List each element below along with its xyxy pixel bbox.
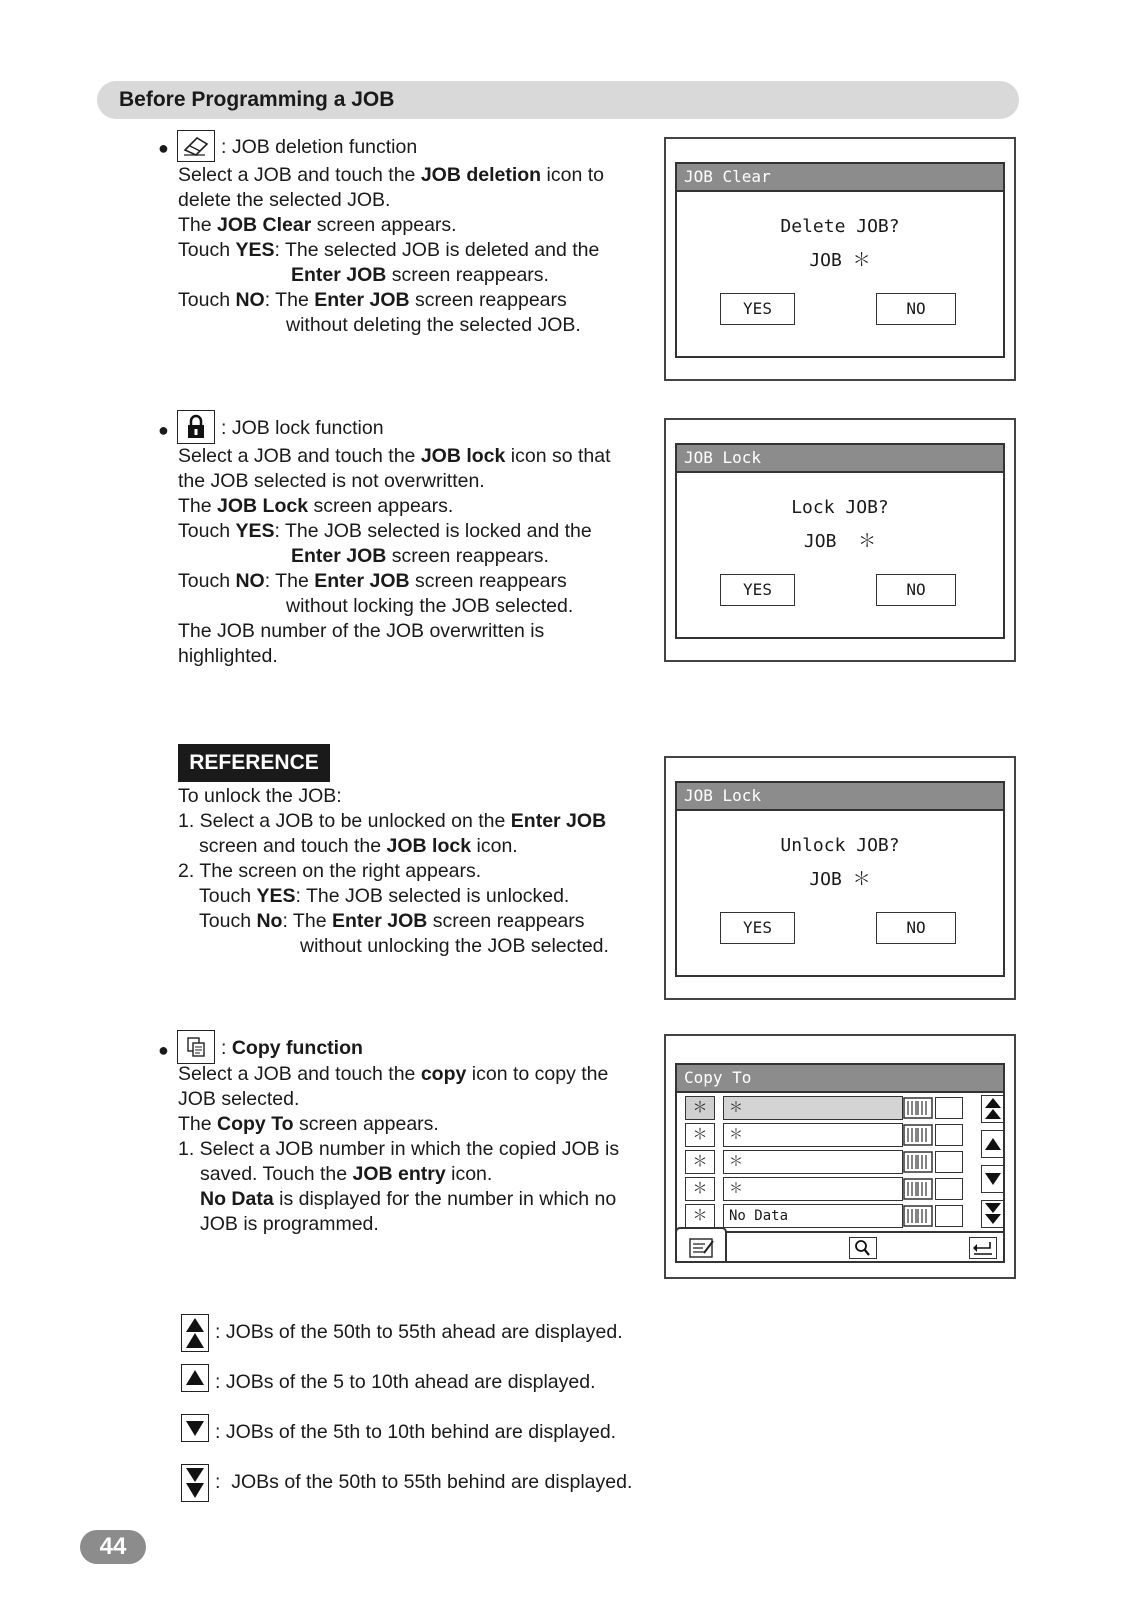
- text-line: delete the selected JOB.: [178, 189, 391, 211]
- text-line: JOB is programmed.: [200, 1213, 379, 1235]
- job-entry-icon: [689, 1238, 715, 1258]
- job-entry-button[interactable]: [675, 1227, 727, 1263]
- text-line: Enter JOB screen reappears.: [291, 545, 549, 567]
- job-number: ＊: [685, 1096, 715, 1120]
- scroll-up-fast-button[interactable]: [981, 1095, 1005, 1123]
- job-unlock-panel: [664, 756, 1016, 1000]
- text-line: Enter JOB screen reappears.: [291, 264, 549, 286]
- copy-to-panel: [664, 1034, 1016, 1279]
- return-arrow-icon: [970, 1238, 996, 1258]
- text-line: Select a JOB and touch the JOB deletion icon to: [178, 164, 604, 186]
- job-name: ＊: [723, 1150, 903, 1174]
- book-icon: [903, 1205, 933, 1227]
- job-name: ＊: [723, 1123, 903, 1147]
- copy-to-screen: [675, 1063, 1005, 1263]
- copy-function-label: : Copy function: [221, 1037, 363, 1059]
- up-arrow-icon: [982, 1131, 1004, 1157]
- double-down-arrow-icon: [181, 1464, 209, 1502]
- job-lock-panel: [664, 418, 1016, 662]
- text-line: highlighted.: [178, 645, 278, 667]
- legend-text: : JOBs of the 5 to 10th ahead are displayed.: [215, 1371, 596, 1393]
- text-line: without deleting the selected JOB.: [286, 314, 581, 336]
- legend-text: : JOBs of the 50th to 55th behind are displayed.: [215, 1471, 633, 1493]
- section-title: Before Programming a JOB: [119, 88, 395, 111]
- bullet: ●: [158, 1040, 169, 1060]
- text-line: the JOB selected is not overwritten.: [178, 470, 485, 492]
- screen-job-number: JOB ＊: [809, 250, 871, 271]
- text-line: To unlock the JOB:: [178, 785, 342, 807]
- down-arrow-icon: [982, 1166, 1004, 1192]
- lock-function-label: : JOB lock function: [221, 417, 384, 439]
- text-line: The Copy To screen appears.: [178, 1113, 439, 1135]
- text-line: Select a JOB and touch the JOB lock icon so that: [178, 445, 611, 467]
- screen-prompt: Lock JOB?: [791, 497, 889, 518]
- double-up-arrow-icon: [982, 1096, 1004, 1122]
- status-box: [935, 1205, 963, 1227]
- search-button[interactable]: [849, 1237, 877, 1259]
- text-line: Touch No: The Enter JOB screen reappears: [199, 910, 585, 932]
- text-line: The JOB Clear screen appears.: [178, 214, 457, 236]
- screen-title: JOB Lock: [677, 445, 1003, 473]
- scroll-up-button[interactable]: [981, 1130, 1005, 1158]
- text-line: Touch YES: The JOB selected is locked and the: [178, 520, 592, 542]
- status-box: [935, 1151, 963, 1173]
- screen-title: Copy To: [677, 1065, 1003, 1093]
- book-icon: [903, 1151, 933, 1173]
- job-clear-screen: [675, 162, 1005, 358]
- no-button[interactable]: NO: [876, 293, 956, 325]
- status-box: [935, 1097, 963, 1119]
- screen-title: JOB Lock: [677, 783, 1003, 811]
- legend-text: : JOBs of the 50th to 55th ahead are displayed.: [215, 1321, 623, 1343]
- book-icon: [903, 1097, 933, 1119]
- double-down-arrow-icon: [982, 1201, 1004, 1227]
- job-number: ＊: [685, 1177, 715, 1201]
- text-line: 1. Select a JOB number in which the copied JOB is: [178, 1138, 620, 1160]
- text-line: Touch NO: The Enter JOB screen reappears: [178, 289, 567, 311]
- eraser-icon: [177, 130, 215, 162]
- text-line: saved. Touch the JOB entry icon.: [200, 1163, 493, 1185]
- job-number: ＊: [685, 1123, 715, 1147]
- job-clear-panel: [664, 137, 1016, 381]
- screen-prompt: Unlock JOB?: [780, 835, 900, 856]
- bullet: ●: [158, 420, 169, 440]
- scroll-down-button[interactable]: [981, 1165, 1005, 1193]
- deletion-function-label: : JOB deletion function: [221, 136, 418, 158]
- text-line: screen and touch the JOB lock icon.: [199, 835, 518, 857]
- scroll-down-fast-button[interactable]: [981, 1200, 1005, 1228]
- up-arrow-icon: [181, 1364, 209, 1392]
- book-icon: [903, 1124, 933, 1146]
- status-box: [935, 1124, 963, 1146]
- text-line: Touch YES: The JOB selected is unlocked.: [199, 885, 570, 907]
- magnifier-icon: [850, 1238, 876, 1258]
- screen-prompt: Delete JOB?: [780, 216, 900, 237]
- padlock-icon: [177, 410, 215, 444]
- text-line: The JOB number of the JOB overwritten is: [178, 620, 545, 642]
- section-header: [97, 81, 1019, 119]
- text-line: JOB selected.: [178, 1088, 300, 1110]
- text-line: 2. The screen on the right appears.: [178, 860, 482, 882]
- copy-icon: [177, 1030, 215, 1064]
- reference-badge: REFERENCE: [178, 744, 330, 782]
- yes-button[interactable]: YES: [720, 912, 795, 944]
- yes-button[interactable]: YES: [720, 574, 795, 606]
- job-lock-screen: [675, 443, 1005, 639]
- text-line: Touch YES: The selected JOB is deleted and the: [178, 239, 600, 261]
- return-button[interactable]: [969, 1237, 997, 1259]
- job-name: ＊: [723, 1096, 903, 1120]
- no-button[interactable]: NO: [876, 574, 956, 606]
- status-box: [935, 1178, 963, 1200]
- book-icon: [903, 1178, 933, 1200]
- legend-text: : JOBs of the 5th to 10th behind are displayed.: [215, 1421, 617, 1443]
- text-line: No Data is displayed for the number in which no: [200, 1188, 617, 1210]
- screen-job-number: JOB ＊: [803, 531, 877, 552]
- down-arrow-icon: [181, 1414, 209, 1442]
- yes-button[interactable]: YES: [720, 293, 795, 325]
- text-line: 1. Select a JOB to be unlocked on the Enter JOB: [178, 810, 607, 832]
- job-name: No Data: [723, 1204, 903, 1228]
- job-unlock-screen: [675, 781, 1005, 977]
- text-line: without locking the JOB selected.: [286, 595, 574, 617]
- text-line: Touch NO: The Enter JOB screen reappears: [178, 570, 567, 592]
- job-name: ＊: [723, 1177, 903, 1201]
- text-line: Select a JOB and touch the copy icon to copy the: [178, 1063, 609, 1085]
- text-line: without unlocking the JOB selected.: [300, 935, 609, 957]
- page-number: 44: [80, 1530, 146, 1564]
- job-number: ＊: [685, 1204, 715, 1228]
- text-line: The JOB Lock screen appears.: [178, 495, 454, 517]
- double-up-arrow-icon: [181, 1314, 209, 1352]
- no-button[interactable]: NO: [876, 912, 956, 944]
- job-number: ＊: [685, 1150, 715, 1174]
- screen-title: JOB Clear: [677, 164, 1003, 192]
- bullet: ●: [158, 138, 169, 158]
- screen-job-number: JOB ＊: [809, 869, 871, 890]
